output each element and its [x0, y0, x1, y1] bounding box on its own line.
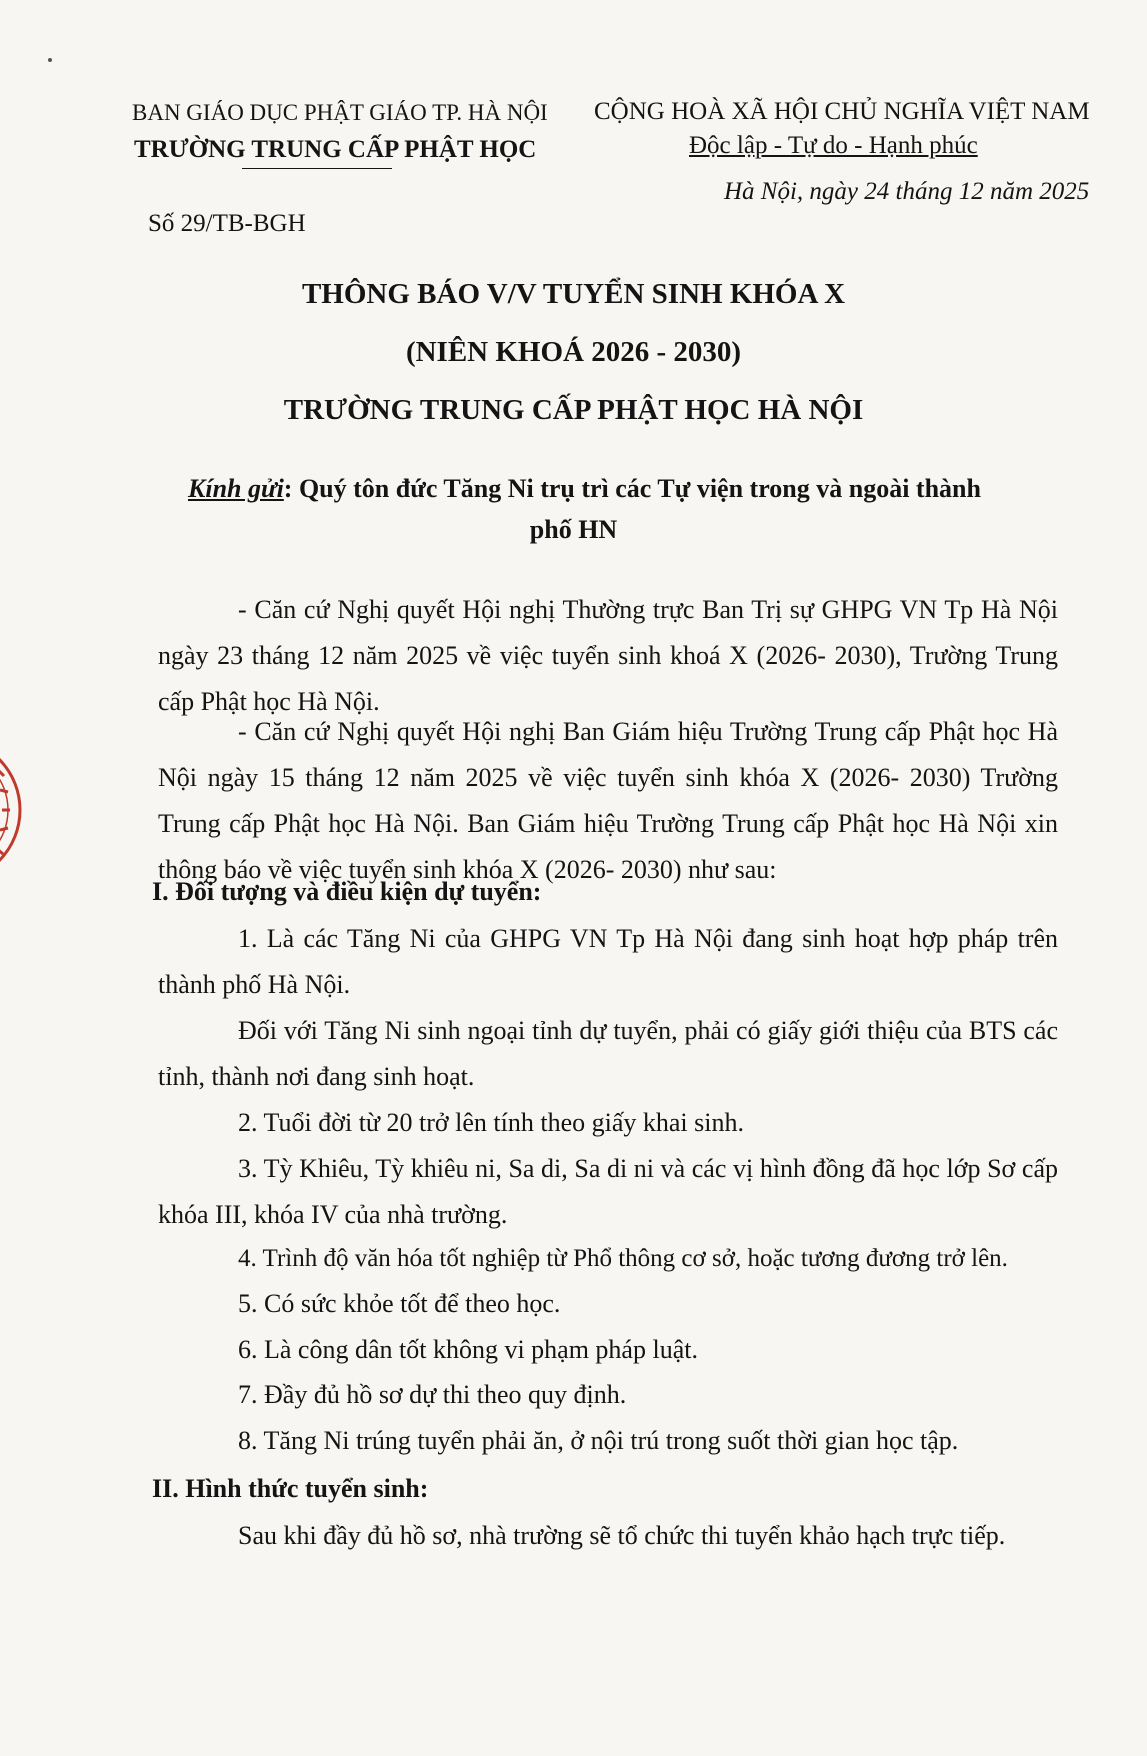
scan-speck [48, 58, 52, 62]
list-item: 1. Là các Tăng Ni của GHPG VN Tp Hà Nội đang sinh hoạt hợp pháp trên thành phố Hà Nội. [158, 924, 1058, 999]
org-underline [242, 168, 392, 169]
title-line-2: (NIÊN KHOÁ 2026 - 2030) [405, 336, 742, 368]
org-line-1: BAN GIÁO DỤC PHẬT GIÁO TP. HÀ NỘI [132, 100, 548, 125]
list-item: Đối với Tăng Ni sinh ngoại tỉnh dự tuyển, phải có giấy giới thiệu của BTS các tỉnh, thành nơi đang sinh hoạt. [158, 1016, 1058, 1091]
list-item: 8. Tăng Ni trúng tuyển phải ăn, ở nội trú trong suốt thời gian học tập. [238, 1426, 959, 1455]
recipient-text: : Quý tôn đức Tăng Ni trụ trì các Tự viện trong và ngoài thành [283, 474, 981, 503]
country-line-1: CỘNG HOÀ XÃ HỘI CHỦ NGHĨA VIỆT NAM [594, 98, 1090, 125]
preamble-paragraph-1: - Căn cứ Nghị quyết Hội nghị Thường trực Ban Trị sự GHPG VN Tp Hà Nội ngày 23 tháng 12 năm 2025 về việc tuyển sinh khoá X (2026- 2030), Trường Trung cấp Phật học Hà Nội. [158, 595, 1058, 716]
place-date: Hà Nội, ngày 24 tháng 12 năm 2025 [724, 178, 1090, 205]
title-line-1: THÔNG BÁO V/V TUYỂN SINH KHÓA X [301, 278, 846, 310]
title-line-3: TRƯỜNG TRUNG CẤP PHẬT HỌC HÀ NỘI [283, 394, 864, 426]
list-item: 3. Tỳ Khiêu, Tỳ khiêu ni, Sa di, Sa di ni và các vị hình đồng đã học lớp Sơ cấp khóa III, khóa IV của nhà trường. [158, 1154, 1058, 1229]
recipient-label: Kính gửi [188, 474, 284, 503]
recipient-line-2: phố HN [529, 515, 618, 544]
org-name: TRƯỜNG TRUNG CẤP PHẬT HỌC [134, 136, 537, 163]
list-item: 4. Trình độ văn hóa tốt nghiệp từ Phổ thông cơ sở, hoặc tương đương trở lên. [238, 1245, 1008, 1272]
list-item: 6. Là công dân tốt không vi phạm pháp luật. [238, 1335, 698, 1364]
preamble-paragraph-2: - Căn cứ Nghị quyết Hội nghị Ban Giám hiệu Trường Trung cấp Phật học Hà Nội ngày 15 tháng 12 năm 2025 về việc tuyển sinh khóa X (2026- 2030) Trường Trung cấp Phật học Hà Nội. Ban Giám hiệu Trường Trung cấp Phật học Hà Nội xin thông báo về việc tuyển sinh khóa X (2026- 2030) như sau: [158, 717, 1058, 884]
list-item: 5. Có sức khỏe tốt để theo học. [238, 1289, 561, 1318]
list-item: 7. Đầy đủ hồ sơ dự thi theo quy định. [238, 1380, 627, 1409]
section-1-heading: I. Đối tượng và điều kiện dự tuyển: [152, 877, 542, 906]
doc-number: Số 29/TB-BGH [148, 210, 306, 237]
org-line-2 [134, 136, 536, 164]
section-2-text: Sau khi đầy đủ hồ sơ, nhà trường sẽ tổ chức thi tuyển khảo hạch trực tiếp. [238, 1521, 1006, 1550]
motto: Độc lập - Tự do - Hạnh phúc [689, 132, 978, 159]
recipient-line-1 [188, 474, 981, 504]
red-seal-stamp [0, 730, 38, 890]
section-2-heading: II. Hình thức tuyển sinh: [152, 1474, 429, 1503]
list-item: 2. Tuổi đời từ 20 trở lên tính theo giấy khai sinh. [238, 1108, 744, 1137]
